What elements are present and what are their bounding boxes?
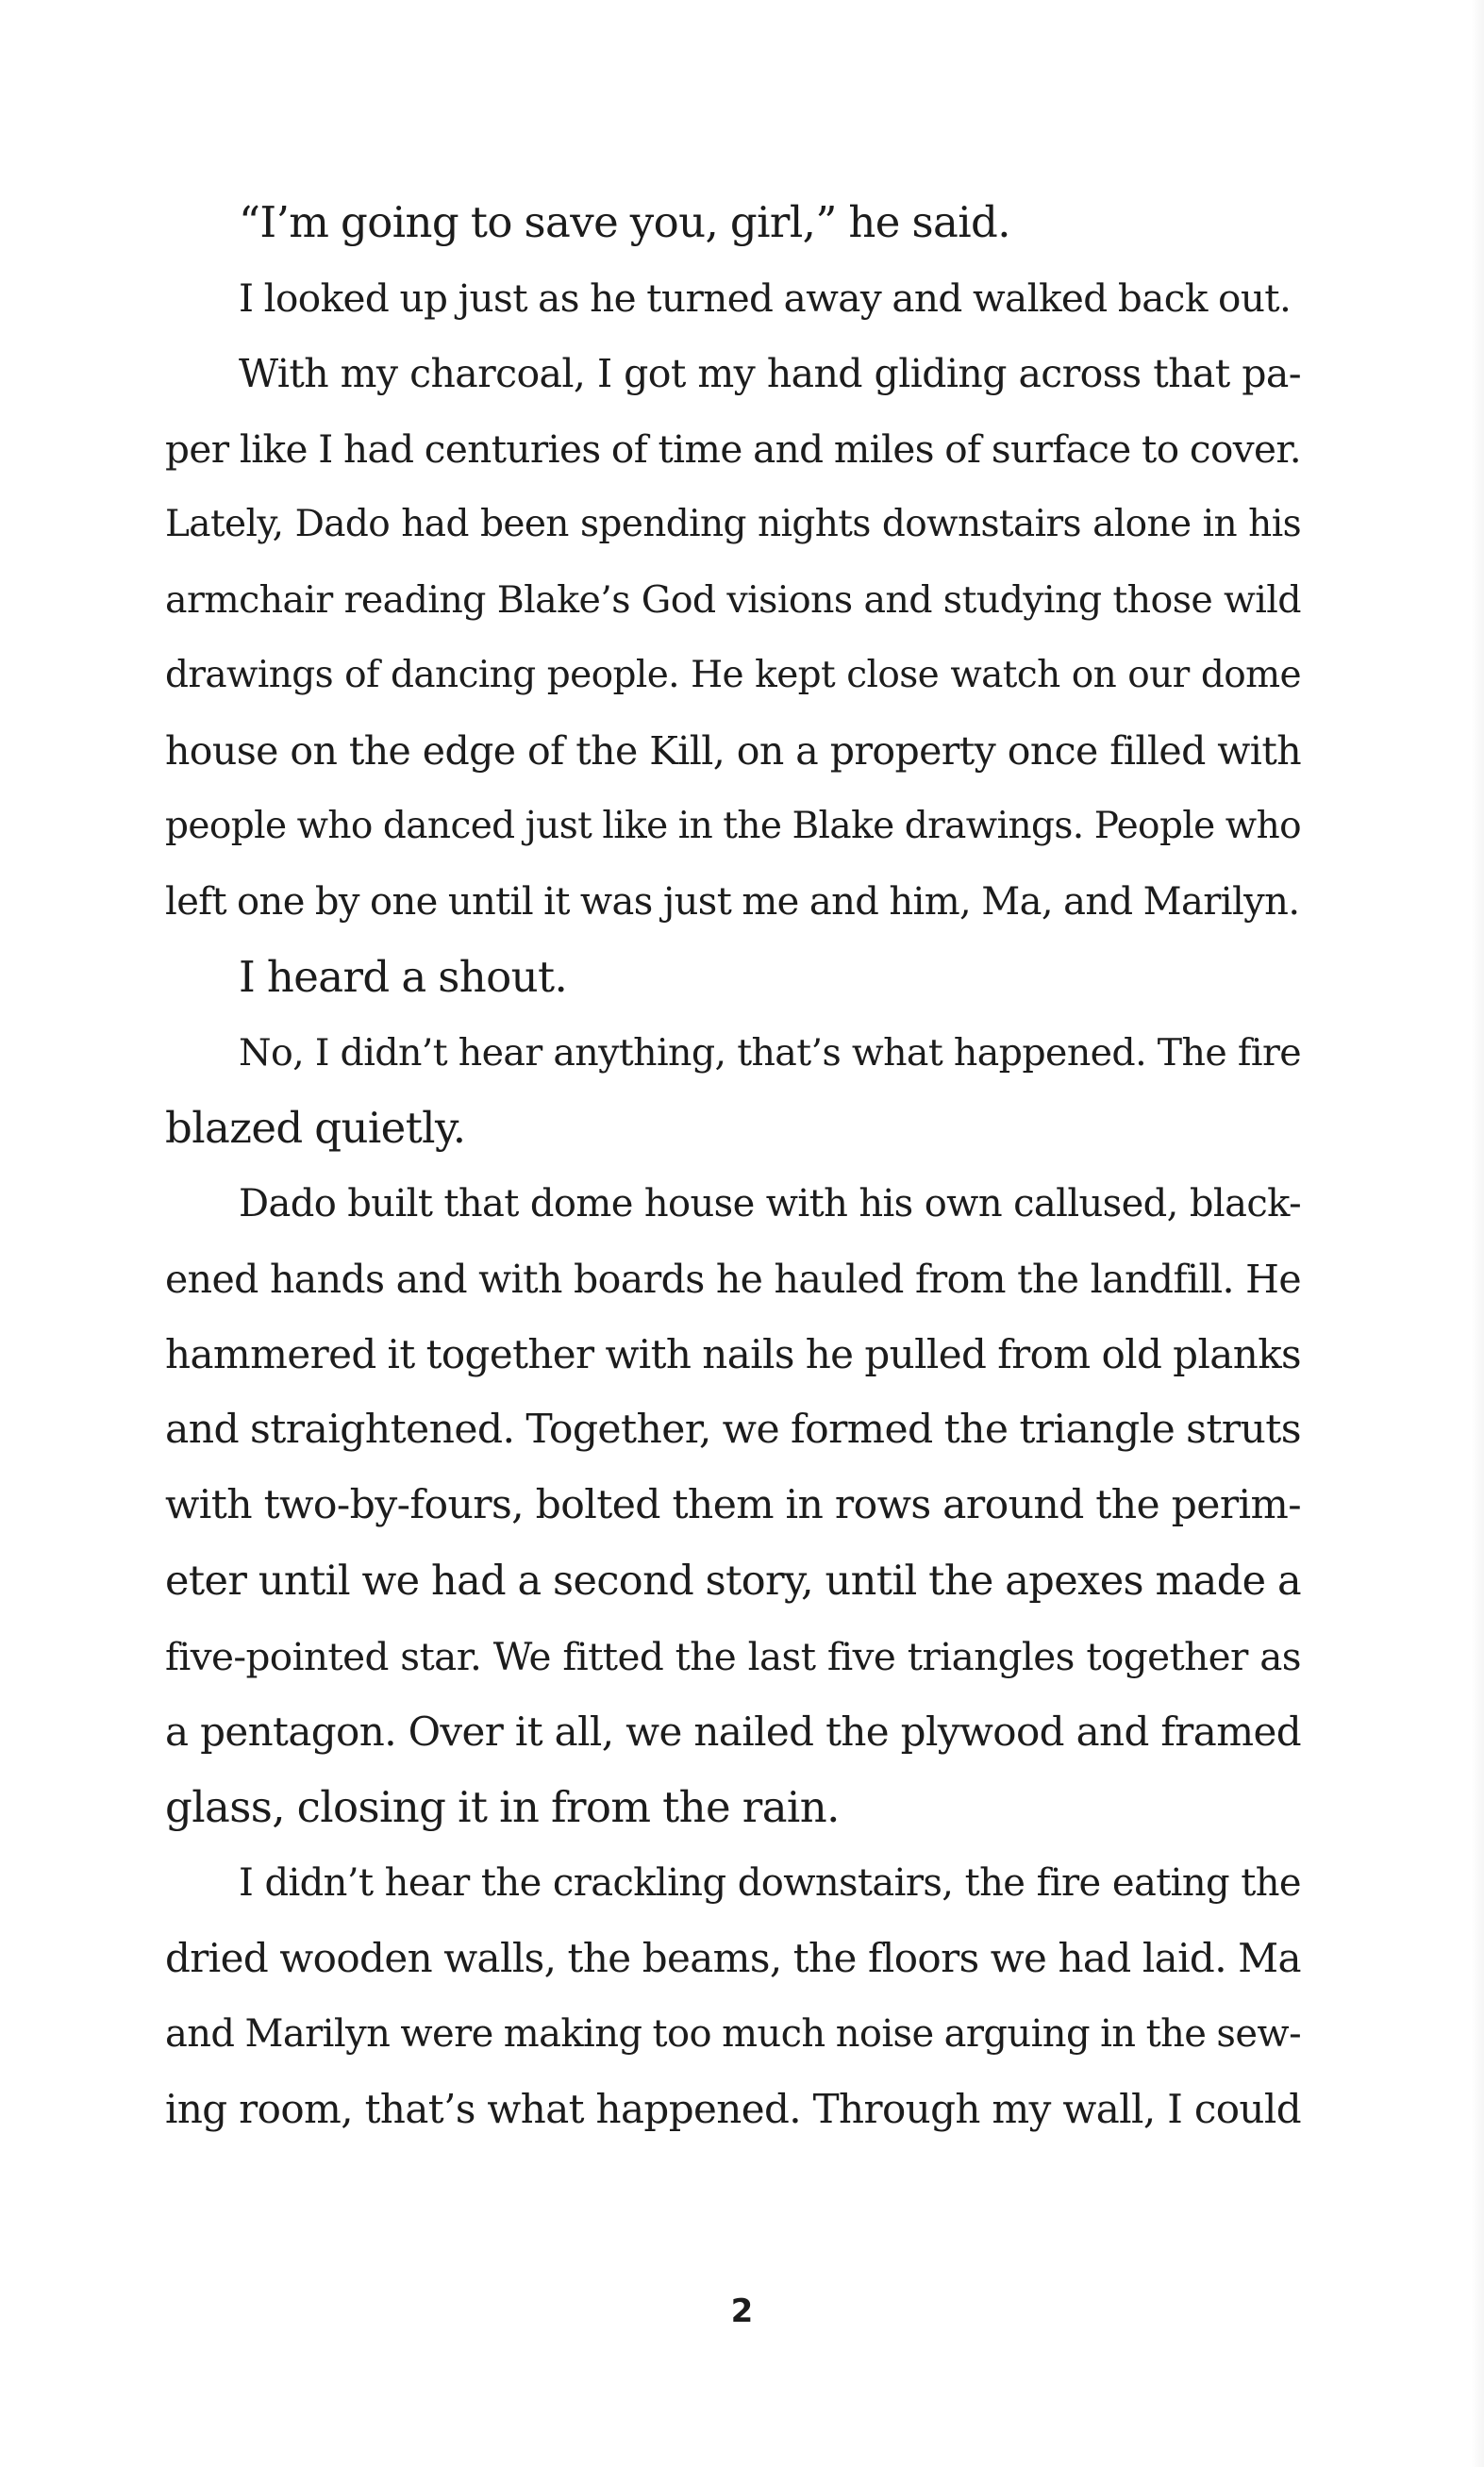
text-line: people who danced just like in the Blake drawings. People who xyxy=(165,805,1301,847)
text-line: blazed quietly. xyxy=(165,1103,466,1153)
text-line: house on the edge of the Kill, on a property once filled with xyxy=(165,728,1301,774)
text-line: a pentagon. Over it all, we nailed the plywood and framed xyxy=(165,1709,1301,1755)
text-line: ened hands and with boards he hauled from the landfill. He xyxy=(165,1257,1301,1302)
text-line: With my charcoal, I got my hand gliding across that pa- xyxy=(239,351,1301,396)
text-line: left one by one until it was just me and him, Ma, and Marilyn. xyxy=(165,880,1300,924)
text-line: “I’m going to save you, girl,” he said. xyxy=(239,197,1010,247)
text-line: dried wooden walls, the beams, the floors we had laid. Ma xyxy=(165,1935,1301,1981)
text-line: eter until we had a second story, until the apexes made a xyxy=(165,1558,1301,1605)
text-line: No, I didn’t hear anything, that’s what happened. The fire xyxy=(239,1031,1301,1075)
body-text xyxy=(165,185,1301,2147)
text-line: and straightened. Together, we formed the triangle struts xyxy=(165,1407,1301,1453)
text-line: armchair reading Blake’s God visions and studying those wild xyxy=(165,578,1301,622)
text-line: and Marilyn were making too much noise arguing in the sew- xyxy=(165,2012,1301,2056)
text-line: Lately, Dado had been spending nights downstairs alone in his xyxy=(165,503,1301,545)
text-line: I heard a shout. xyxy=(239,952,568,1002)
page-number: 2 xyxy=(730,2292,754,2330)
text-line: five-pointed star. We fitted the last five triangles together as xyxy=(165,1634,1301,1679)
text-line: Dado built that dome house with his own callused, black- xyxy=(239,1182,1301,1225)
text-line: with two-by-fours, bolted them in rows around the perim- xyxy=(165,1482,1301,1528)
text-line: ing room, that’s what happened. Through my wall, I could xyxy=(165,2086,1301,2132)
text-line: glass, closing it in from the rain. xyxy=(165,1782,840,1832)
text-line: per like I had centuries of time and miles of surface to cover. xyxy=(165,426,1301,472)
text-line: hammered it together with nails he pulled from old planks xyxy=(165,1331,1301,1377)
text-line: I looked up just as he turned away and walked back out. xyxy=(239,275,1292,321)
text-line: drawings of dancing people. He kept close watch on our dome xyxy=(165,654,1301,696)
text-line: I didn’t hear the crackling downstairs, the fire eating the xyxy=(239,1861,1301,1905)
